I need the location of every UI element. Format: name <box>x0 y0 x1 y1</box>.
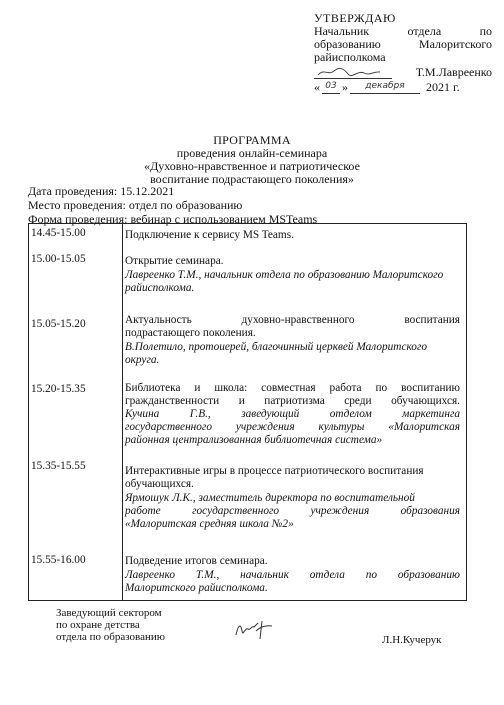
row-speaker: районная централизованная библиотечная система» <box>125 434 383 446</box>
approval-date-day: 03 <box>322 80 340 94</box>
footer-line: отдела по образованию <box>56 631 165 643</box>
handwritten-signature-icon <box>314 66 392 78</box>
row-title: Библиотека и школа: совместная работа по воспитанию <box>125 382 460 394</box>
program-title: ПРОГРАММА <box>213 133 291 147</box>
event-date: Дата проведения: 15.12.2021 <box>28 184 175 198</box>
quote-open: « <box>314 80 320 94</box>
row-speaker: Лавреенко Т.М., начальник отдела по образованию Малоритского <box>125 269 444 281</box>
event-place: Место проведения: отдел по образованию <box>28 198 243 212</box>
row-speaker: В.Полетило, протоиерей, благочинный церквей Малоритского <box>125 341 428 353</box>
footer-line: Заведующий сектором <box>56 607 162 619</box>
program-topic-line1: «Духовно-нравственное и патриотическое <box>144 159 360 173</box>
row-title: подрастающего поколения. <box>125 327 256 339</box>
approval-date-month: декабря <box>350 80 420 94</box>
approval-block <box>314 12 492 94</box>
program-topic-line2: воспитание подрастающего поколения» <box>150 172 354 186</box>
footer-line: по охране детства <box>56 619 140 631</box>
approval-position-line3: райисполкома <box>314 50 386 64</box>
row-title: Подведение итогов семинара. <box>125 555 268 567</box>
approval-text: Малоритского <box>418 37 492 51</box>
row-speaker: «Малоритская средняя школа №2» <box>125 518 294 530</box>
row-title: Интерактивные игры в процессе патриотического воспитания <box>125 465 424 477</box>
program-header <box>0 134 504 186</box>
approval-signature-row <box>314 66 492 79</box>
event-meta <box>28 184 317 226</box>
row-speaker: Ярмошук Л.К., заместитель директора по воспитательной <box>125 492 415 504</box>
table-column-divider <box>122 224 123 600</box>
row-speaker: округа. <box>125 354 160 366</box>
row-speaker: Лавреенко Т.М., начальник отдела по образованию <box>125 569 460 581</box>
row-speaker: государственного учреждения культуры «Малоритская <box>125 421 460 433</box>
footer-position <box>56 607 165 643</box>
row-title: Открытие семинара. <box>125 255 224 267</box>
row-title: гражданственности и патриотизма среди обучающихся. <box>125 395 460 407</box>
row-time: 15.05-15.20 <box>31 318 86 330</box>
row-speaker: Кучина Г.В., заведующий отделом маркетинга <box>125 408 460 420</box>
row-time: 15.00-15.05 <box>31 253 86 265</box>
approval-date-year: 2021 г. <box>426 80 460 94</box>
row-time: 14.45-15.00 <box>31 227 86 239</box>
approval-signer: Т.М.Лавреенко <box>415 65 492 79</box>
program-subtitle: проведения онлайн-семинара <box>176 146 328 160</box>
handwritten-signature-icon <box>232 617 280 643</box>
approval-title: УТВЕРЖДАЮ <box>314 11 396 25</box>
row-title: обучающихся. <box>125 478 194 490</box>
approval-text: Начальник <box>314 24 370 38</box>
row-speaker: райисполкома. <box>125 282 195 294</box>
quote-close: » <box>342 80 348 94</box>
row-time: 15.55-16.00 <box>31 554 86 566</box>
row-speaker: работе государственного учреждения образования <box>125 505 460 517</box>
row-time: 15.35-15.55 <box>31 460 86 472</box>
approval-text: по <box>479 24 492 38</box>
schedule-table <box>28 223 467 601</box>
approval-date <box>314 80 492 94</box>
row-title: Подключение к сервису MS Teams. <box>125 229 294 241</box>
approval-text: образованию <box>314 37 381 51</box>
approval-text: отдела <box>407 24 442 38</box>
row-time: 15.20-15.35 <box>31 383 86 395</box>
event-form: Форма проведения: вебинар с использованием MSTeams <box>28 212 318 226</box>
signature-line <box>314 68 392 79</box>
row-speaker: Малоритского райисполкома. <box>125 582 268 594</box>
footer-signer: Л.Н.Кучерук <box>382 634 442 646</box>
row-title: Актуальность духовно-нравственного воспитания <box>125 314 460 326</box>
